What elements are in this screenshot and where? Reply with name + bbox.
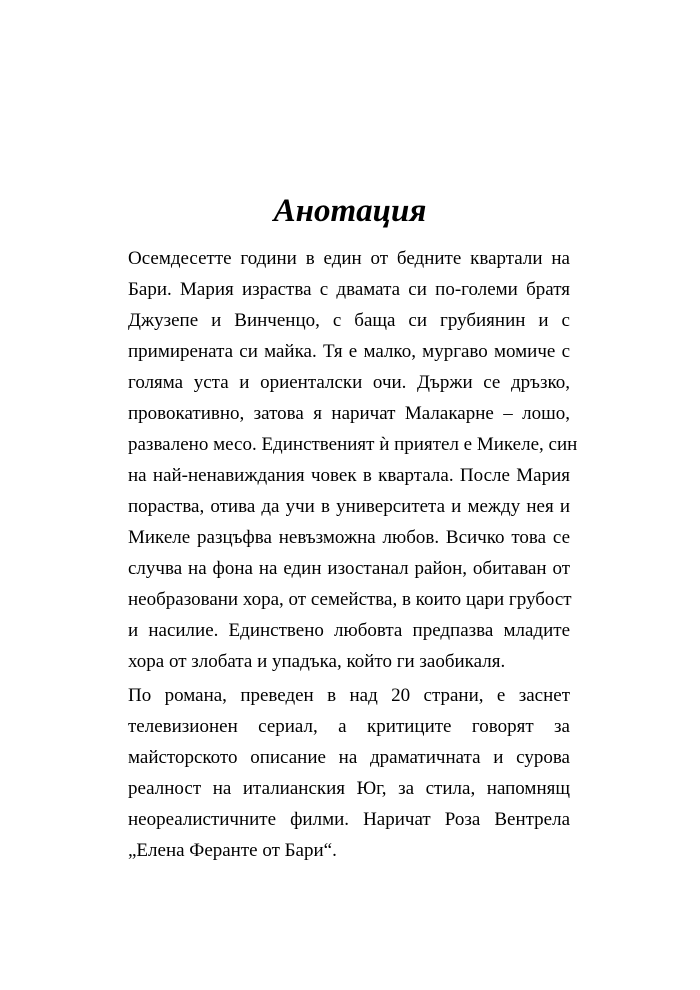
- annotation-paragraph-2: [128, 680, 570, 866]
- text-line: провокативно, затова я наричат Малакарне – лошо,: [128, 403, 570, 424]
- text-line: развалено месо. Единственият ѝ приятел е Микеле, син: [128, 434, 578, 455]
- text-line: хора от злобата и упадъка, който ги заобикаля.: [128, 651, 506, 672]
- text-line: „Елена Феранте от Бари“.: [128, 840, 337, 861]
- text-line: пораства, отива да учи в университета и между нея и: [128, 496, 570, 517]
- text-line: реалност на италианския Юг, за стила, напомнящ: [128, 778, 570, 799]
- text-line: Бари. Мария израства с двамата си по-големи братя: [128, 279, 570, 300]
- text-line: майсторското описание на драматичната и сурова: [128, 747, 570, 768]
- text-line: голяма уста и ориенталски очи. Държи се дръзко,: [128, 372, 570, 393]
- text-line: и насилие. Единствено любовта предпазва младите: [128, 620, 570, 641]
- page-title: Анотация: [273, 193, 427, 229]
- annotation-paragraph-1: [128, 243, 578, 677]
- text-line: Микеле разцъфва невъзможна любов. Всичко това се: [128, 527, 570, 548]
- text-line: случва на фона на един изостанал район, обитаван от: [128, 558, 570, 579]
- text-line: неореалистичните филми. Наричат Роза Вентрела: [128, 809, 570, 830]
- text-line: на най-ненавиждания човек в квартала. После Мария: [128, 465, 570, 486]
- text-line: телевизионен сериал, а критиците говорят за: [128, 716, 570, 737]
- text-line: необразовани хора, от семейства, в които цари грубост: [128, 589, 572, 610]
- text-line: примирената си майка. Тя е малко, мургаво момиче с: [128, 341, 570, 362]
- text-line: По романа, преведен в над 20 страни, е заснет: [128, 685, 570, 706]
- text-line: Джузепе и Винченцо, с баща си грубиянин и с: [128, 310, 570, 331]
- text-line: Осемдесетте години в един от бедните квартали на: [128, 248, 570, 269]
